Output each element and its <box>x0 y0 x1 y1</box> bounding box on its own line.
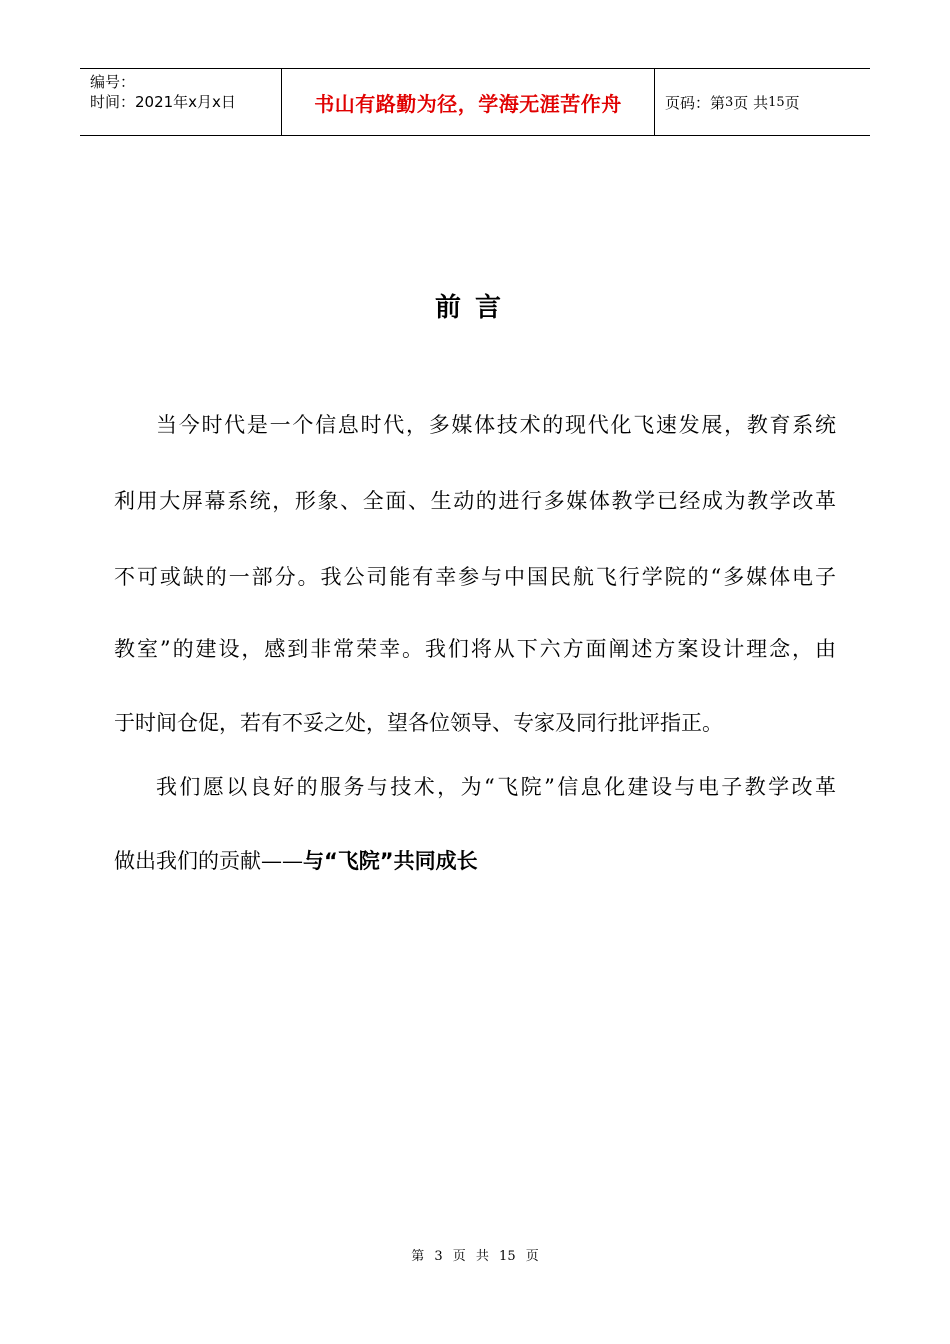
header-page-cell <box>655 69 870 135</box>
paragraph-1-line-2: 利用大屏幕系统，形象、全面、生动的进行多媒体教学已经成为教学改革 <box>114 489 836 513</box>
page-mid: 页 共 <box>733 93 769 112</box>
paragraph-2-normal: 做出我们的贡献—— <box>114 849 303 873</box>
page-total: 15 <box>768 94 785 110</box>
page-suffix: 页 <box>784 93 800 112</box>
page-prefix: 页码：第 <box>665 93 726 112</box>
paragraph-2-line-2 <box>114 846 478 876</box>
paragraph-1-line-5: 于时间仓促，若有不妥之处，望各位领导、专家及同行批评指正。 <box>114 711 723 735</box>
page-current: 3 <box>725 94 734 110</box>
paragraph-1-line-3: 不可或缺的一部分。我公司能有幸参与中国民航飞行学院的“多媒体电子 <box>114 565 836 589</box>
header-motto-cell <box>282 69 655 135</box>
paragraph-2-line-1: 我们愿以良好的服务与技术，为“飞院”信息化建设与电子教学改革 <box>156 775 836 799</box>
page-footer: 第 3 页 共 15 页 <box>411 1249 539 1264</box>
number-label: 编号： <box>90 73 136 91</box>
time-label: 时间：2021年x月x日 <box>90 93 236 111</box>
page-title: 前言 <box>434 293 515 323</box>
paragraph-2-bold: 与“飞院”共同成长 <box>303 849 478 873</box>
header-table <box>80 68 870 136</box>
motto: 书山有路勤为径，学海无涯苦作舟 <box>314 91 622 116</box>
header-left-cell <box>80 69 282 135</box>
paragraph-1-line-1: 当今时代是一个信息时代，多媒体技术的现代化飞速发展，教育系统 <box>156 413 836 437</box>
paragraph-1-line-4: 教室”的建设，感到非常荣幸。我们将从下六方面阐述方案设计理念，由 <box>114 637 836 661</box>
